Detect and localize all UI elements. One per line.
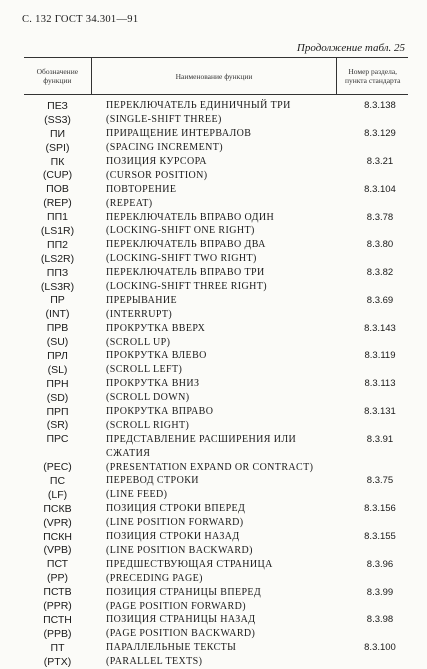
section-number: 8.3.129 [364, 128, 396, 140]
table-row [24, 335, 408, 349]
table-row [24, 502, 408, 516]
table-row [24, 293, 408, 307]
function-name: ПОЗИЦИЯ СТРОКИ НАЗАД [106, 531, 240, 543]
table-row [24, 446, 408, 460]
table-row [24, 474, 408, 488]
function-name: ПЕРЕКЛЮЧАТЕЛЬ ВПРАВО ДВА [106, 239, 266, 251]
function-code: ПЕЗ [47, 99, 68, 112]
table-row [24, 585, 408, 599]
column-header-name: Наименование функции [92, 58, 338, 94]
table-row [24, 571, 408, 585]
function-code: ПСТ [46, 558, 69, 571]
function-code: ПСКВ [43, 502, 72, 515]
function-code: (SR) [46, 419, 69, 432]
function-code: ПРП [46, 405, 69, 418]
function-code: (INT) [45, 308, 70, 321]
function-name: (LOCKING-SHIFT THREE RIGHT) [106, 281, 267, 293]
function-table [24, 57, 408, 669]
section-number: 8.3.98 [366, 614, 394, 626]
function-name: ПРОКРУТКА ВВЕРХ [106, 322, 206, 334]
function-code: (LS3R) [40, 280, 75, 293]
table-row [24, 432, 408, 446]
function-code: (VPB) [43, 544, 72, 557]
table-row [24, 182, 408, 196]
function-name: ПЕРЕКЛЮЧАТЕЛЬ ЕДИНИЧНЫЙ ТРИ [106, 100, 291, 112]
function-name: ПОЗИЦИЯ КУРСОРА [106, 156, 207, 167]
section-number: 8.3.119 [364, 350, 396, 362]
function-code: ПСТН [43, 613, 72, 626]
function-code: (LS1R) [40, 224, 75, 237]
function-code: (PEC) [43, 461, 72, 474]
page-header: С. 132 ГОСТ 34.301—91 [22, 14, 139, 25]
function-code: ПРС [46, 433, 69, 446]
section-number: 8.3.104 [364, 183, 396, 195]
function-name: ПРИРАЩЕНИЕ ИНТЕРВАЛОВ [106, 128, 252, 140]
section-number: 8.3.21 [366, 156, 394, 167]
function-name: ПЕРЕВОД СТРОКИ [106, 475, 199, 487]
function-name: (SPACING INCREMENT) [106, 142, 223, 154]
table-row [24, 418, 408, 432]
table-row [24, 613, 408, 627]
section-number: 8.3.96 [366, 558, 394, 570]
function-code: ПИ [49, 127, 66, 140]
table-row [24, 488, 408, 502]
function-name: (INTERRUPT) [106, 308, 173, 320]
section-number: 8.3.69 [366, 294, 394, 306]
function-code: ПП1 [47, 211, 68, 224]
function-name: (SCROLL RIGHT) [106, 419, 190, 431]
table-row [24, 113, 408, 127]
function-name: ПРЕДШЕСТВУЮЩАЯ СТРАНИЦА [106, 558, 273, 570]
table-row [24, 238, 408, 252]
function-code: (SS3) [44, 113, 71, 126]
table-row [24, 280, 408, 294]
function-code: (PPB) [43, 627, 72, 640]
table-row [24, 544, 408, 558]
function-name: ПРЕДСТАВЛЕНИЕ РАСШИРЕНИЯ ИЛИ [106, 433, 297, 445]
function-code: ПРН [46, 377, 69, 390]
table-row [24, 627, 408, 641]
function-name: (PAGE POSITION BACKWARD) [106, 628, 256, 640]
function-code: (PP) [47, 572, 68, 585]
function-name: (LOCKING-SHIFT ONE RIGHT) [106, 225, 255, 237]
table-row [24, 460, 408, 474]
function-code: (REP) [43, 197, 72, 210]
table-body [24, 99, 408, 669]
section-number: 8.3.99 [366, 586, 394, 598]
function-code: ПК [50, 155, 65, 168]
function-code: (SU) [46, 336, 69, 349]
table-row [24, 196, 408, 210]
section-number: 8.3.156 [364, 503, 396, 515]
table-row [24, 641, 408, 655]
function-code: ПСТВ [43, 586, 72, 599]
function-code: (VPR) [43, 516, 72, 529]
function-name: (SCROLL DOWN) [106, 392, 190, 404]
function-name: СЖАТИЯ [106, 447, 151, 459]
function-code: ПСКН [43, 530, 72, 543]
function-code: ПП2 [47, 238, 68, 251]
function-code: (SD) [46, 391, 69, 404]
function-code: (SPI) [45, 141, 70, 154]
table-row [24, 557, 408, 571]
table-header [24, 58, 408, 95]
function-name: ПОВТОРЕНИЕ [106, 183, 177, 195]
section-number: 8.3.75 [366, 475, 394, 487]
function-code: ПТ [50, 641, 65, 654]
table-row [24, 266, 408, 280]
table-row [24, 377, 408, 391]
section-number: 8.3.113 [364, 378, 396, 390]
column-header-section: Номер раздела, пункта стандарта [344, 67, 401, 85]
function-name: ПРОКРУТКА ВПРАВО [106, 406, 214, 418]
section-number: 8.3.91 [366, 433, 394, 445]
table-row [24, 141, 408, 155]
function-name: ПРОКРУТКА ВЛЕВО [106, 350, 207, 362]
function-name: (PARALLEL TEXTS) [106, 656, 203, 668]
function-name: (LOCKING-SHIFT TWO RIGHT) [106, 253, 257, 265]
function-code: ПРЛ [47, 349, 68, 362]
function-name: (LINE POSITION BACKWARD) [106, 544, 253, 556]
section-number: 8.3.138 [364, 100, 396, 112]
table-row [24, 363, 408, 377]
function-code: (CUP) [42, 169, 73, 182]
function-code: (PPR) [43, 600, 72, 612]
section-number: 8.3.82 [366, 267, 394, 279]
table-row [24, 307, 408, 321]
section-number: 8.3.155 [364, 531, 396, 543]
column-header-code: Обозначение функции [24, 58, 92, 94]
function-name: ПОЗИЦИЯ СТРАНИЦЫ НАЗАД [106, 614, 256, 626]
function-code: (LS2R) [40, 252, 75, 265]
function-name: (PAGE POSITION FORWARD) [106, 600, 246, 612]
table-row [24, 655, 408, 669]
function-name: ПЕРЕКЛЮЧАТЕЛЬ ВПРАВО ОДИН [106, 211, 275, 223]
table-row [24, 321, 408, 335]
section-number: 8.3.80 [366, 239, 394, 251]
function-code: (PTX) [43, 655, 72, 668]
table-row [24, 155, 408, 169]
table-row [24, 210, 408, 224]
function-name: (LINE POSITION FORWARD) [106, 517, 244, 529]
function-name: ПАРАЛЛЕЛЬНЫЕ ТЕКСТЫ [106, 642, 237, 654]
function-code: ПРВ [46, 322, 69, 335]
function-name: (REPEAT) [106, 197, 153, 209]
table-row [24, 391, 408, 405]
function-code: (SL) [47, 363, 68, 376]
table-row [24, 530, 408, 544]
function-code: ПР [50, 294, 65, 307]
function-name: (CURSOR POSITION) [106, 169, 208, 181]
function-name: ПОЗИЦИЯ СТРАНИЦЫ ВПЕРЕД [106, 586, 262, 598]
function-code: (LF) [47, 488, 68, 501]
function-name: (PRESENTATION EXPAND OR CONTRACT) [106, 461, 314, 473]
table-row [24, 168, 408, 182]
function-name: ПРОКРУТКА ВНИЗ [106, 378, 200, 390]
section-number: 8.3.100 [364, 642, 396, 654]
function-code: ППЗ [46, 266, 69, 279]
function-name: (SCROLL UP) [106, 336, 171, 348]
section-number: 8.3.78 [366, 211, 394, 223]
function-name: ПОЗИЦИЯ СТРОКИ ВПЕРЕД [106, 503, 246, 515]
table-row [24, 99, 408, 113]
table-row [24, 599, 408, 613]
table-row [24, 405, 408, 419]
table-row [24, 349, 408, 363]
function-name: (LINE FEED) [106, 489, 168, 501]
section-number: 8.3.143 [364, 322, 396, 334]
function-name: (PRECEDING PAGE) [106, 572, 203, 584]
table-row [24, 127, 408, 141]
table-row [24, 516, 408, 530]
function-code: ПОВ [46, 183, 69, 196]
function-name: (SINGLE-SHIFT THREE) [106, 114, 222, 126]
function-name: ПЕРЕКЛЮЧАТЕЛЬ ВПРАВО ТРИ [106, 267, 265, 279]
function-code: ПС [49, 474, 66, 487]
table-caption: Продолжение табл. 25 [296, 42, 405, 54]
section-number: 8.3.131 [364, 406, 396, 418]
table-row [24, 252, 408, 266]
function-name: (SCROLL LEFT) [106, 364, 183, 376]
table-row [24, 224, 408, 238]
function-name: ПРЕРЫВАНИЕ [106, 294, 177, 306]
